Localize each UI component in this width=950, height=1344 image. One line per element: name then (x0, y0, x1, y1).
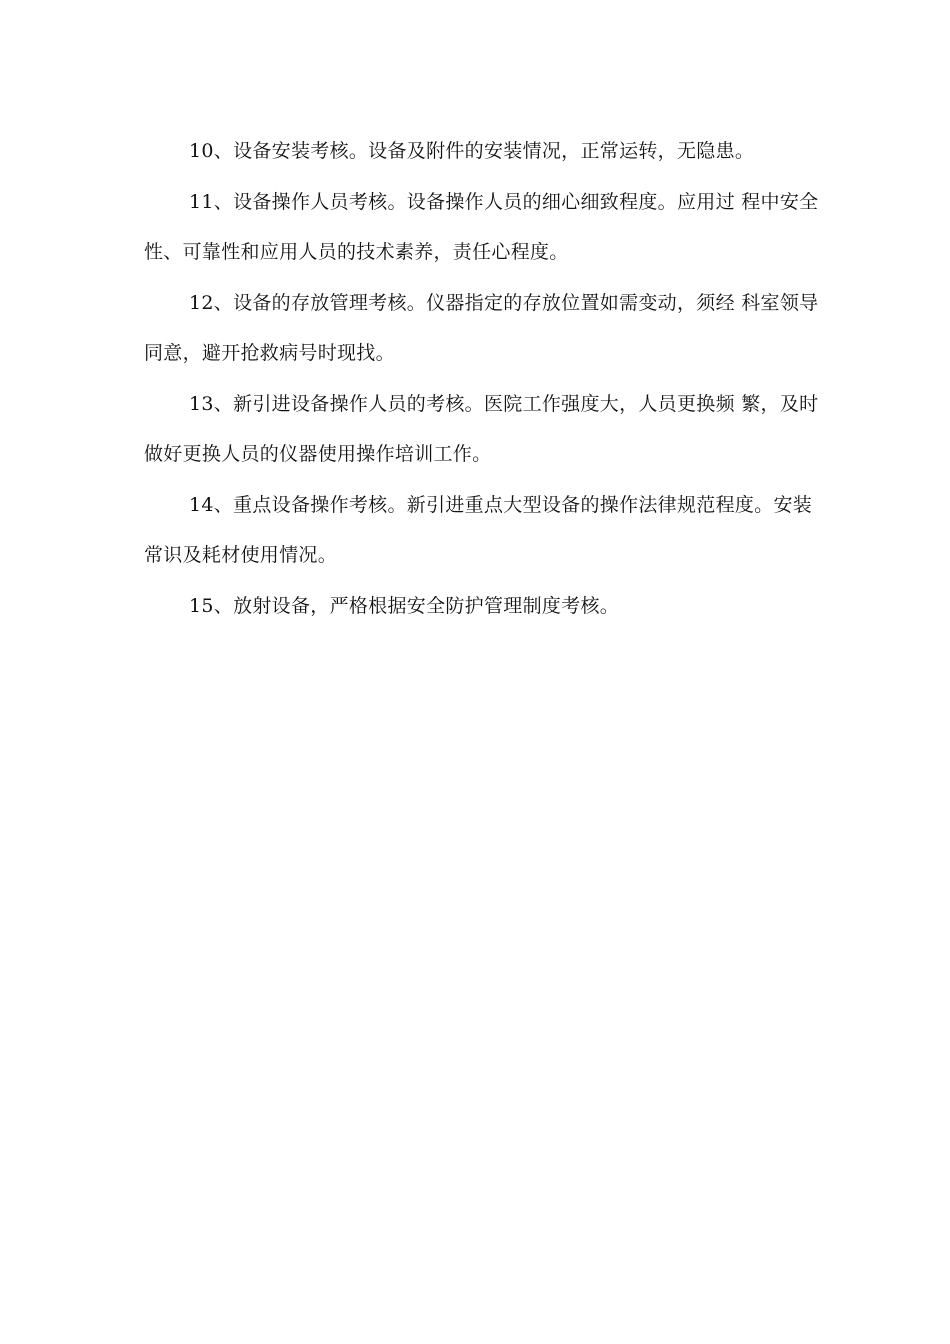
paragraph-item-11: 11、设备操作人员考核。设备操作人员的细心细致程度。应用过 程中安全性、可靠性和应用人员的技术素养，责任心程度。 (144, 190, 819, 263)
paragraph-item-13: 13、新引进设备操作人员的考核。医院工作强度大，人员更换频 繁，及时做好更换人员的仪器使用操作培训工作。 (144, 392, 819, 465)
paragraph-item-15: 15、放射设备，严格根据安全防护管理制度考核。 (189, 594, 620, 617)
paragraph-item-10: 10、设备安装考核。设备及附件的安装情况，正常运转，无隐患。 (189, 140, 755, 162)
document-body (144, 126, 820, 631)
paragraph-item-14: 14、重点设备操作考核。新引进重点大型设备的操作法律规范程度。安装常识及耗材使用情况。 (144, 493, 813, 566)
paragraph-item-12: 12、设备的存放管理考核。仪器指定的存放位置如需变动，须经 科室领导同意，避开抢救病号时现找。 (144, 291, 819, 364)
